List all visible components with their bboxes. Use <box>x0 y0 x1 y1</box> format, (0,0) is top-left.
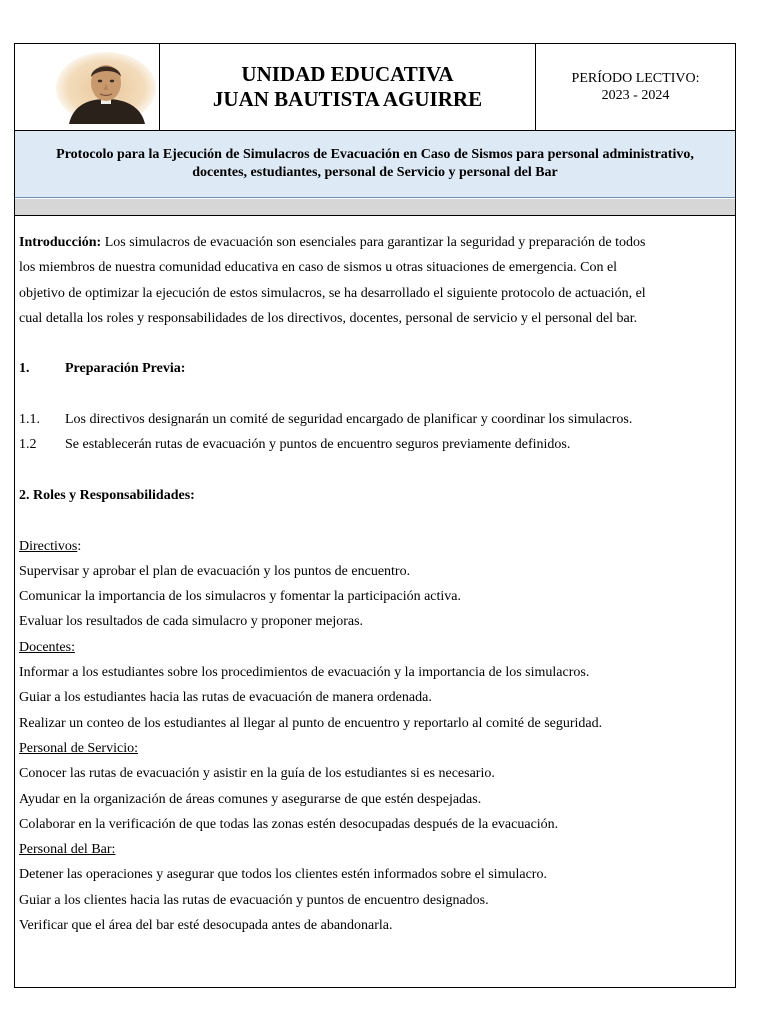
section1-item <box>19 407 729 432</box>
section1-heading <box>19 356 729 381</box>
separator-bar <box>15 199 735 216</box>
period-label: PERÍODO LECTIVO: <box>571 71 700 86</box>
section1-item <box>19 432 729 457</box>
intro-line: objetivo de optimizar la ejecución de estos simulacros, se ha desarrollado el siguiente protocolo de actuación, el <box>19 285 646 301</box>
role-heading-docentes <box>19 635 729 660</box>
blank-line <box>19 508 729 533</box>
role-heading-bar <box>19 837 729 862</box>
directivos-heading: Directivos <box>19 538 78 554</box>
bar-heading: Personal del Bar: <box>19 842 116 858</box>
item-number: 1.2 <box>19 437 37 453</box>
role-item: Comunicar la importancia de los simulacros y fomentar la participación activa. <box>19 589 462 605</box>
logo-cell <box>15 44 160 130</box>
role-item: Conocer las rutas de evacuación y asistir en la guía de los estudiantes si es necesario. <box>19 766 495 782</box>
role-item: Realizar un conteo de los estudiantes al llegar al punto de encuentro y reportarlo al comité de seguridad. <box>19 715 603 731</box>
school-name-line1: UNIDAD EDUCATIVA <box>241 62 454 86</box>
protocol-title <box>15 131 735 198</box>
role-item: Detener las operaciones y asegurar que todos los clientes estén informados sobre el simulacro. <box>19 867 547 883</box>
servicio-heading: Personal de Servicio: <box>19 740 138 756</box>
blank-line <box>19 382 729 407</box>
role-item: Informar a los estudiantes sobre los procedimientos de evacuación y la importancia de los simulacros. <box>19 665 590 681</box>
school-name <box>160 44 536 130</box>
role-item: Guiar a los estudiantes hacia las rutas de evacuación de manera ordenada. <box>19 690 432 706</box>
blank-line <box>19 458 729 483</box>
intro-line: cual detalla los roles y responsabilidades de los directivos, docentes, personal de servicio y el personal del bar. <box>19 310 638 326</box>
role-item: Supervisar y aprobar el plan de evacuación y los puntos de encuentro. <box>19 563 411 579</box>
header-row <box>15 44 735 131</box>
role-heading-servicio <box>19 736 729 761</box>
blank-line <box>19 331 729 356</box>
section2-title: 2. Roles y Responsabilidades: <box>19 487 195 503</box>
school-period <box>536 44 735 130</box>
role-item: Guiar a los clientes hacia las rutas de evacuación y puntos de encuentro designados. <box>19 892 489 908</box>
period-value: 2023 - 2024 <box>601 88 670 103</box>
role-item: Evaluar los resultados de cada simulacro y proponer mejoras. <box>19 614 364 630</box>
document-frame <box>14 43 736 988</box>
intro-line: los miembros de nuestra comunidad educativa en caso de sismos u otras situaciones de emergencia. Con el <box>19 260 618 276</box>
protocol-title-line1: Protocolo para la Ejecución de Simulacros de Evacuación en Caso de Sismos para personal administrativo, <box>56 147 694 162</box>
school-name-line2: JUAN BAUTISTA AGUIRRE <box>212 87 483 111</box>
document-body <box>19 230 729 938</box>
section1-number: 1. <box>19 361 30 377</box>
role-item: Ayudar en la organización de áreas comunes y asegurarse de que estén despejadas. <box>19 791 482 807</box>
section1-title: Preparación Previa: <box>65 361 186 377</box>
protocol-title-line2: docentes, estudiantes, personal de Servicio y personal del Bar <box>192 165 558 180</box>
item-number: 1.1. <box>19 412 40 428</box>
role-item: Verificar que el área del bar esté desocupada antes de abandonarla. <box>19 918 393 934</box>
item-text: Los directivos designarán un comité de seguridad encargado de planificar y coordinar los simulacros. <box>65 412 633 428</box>
intro-text-1: Los simulacros de evacuación son esenciales para garantizar la seguridad y preparación de todos <box>104 235 646 250</box>
role-item: Colaborar en la verificación de que todas las zonas estén desocupadas después de la evacuación. <box>19 816 559 832</box>
intro-label: Introducción: <box>19 235 102 250</box>
docentes-heading: Docentes: <box>19 639 75 655</box>
founder-portrait-image <box>55 51 157 124</box>
role-heading-directivos: Directivos: <box>19 538 82 554</box>
section2-heading <box>19 483 729 508</box>
item-text: Se establecerán rutas de evacuación y puntos de encuentro seguros previamente definidos. <box>65 437 571 453</box>
intro-line <box>19 230 729 255</box>
